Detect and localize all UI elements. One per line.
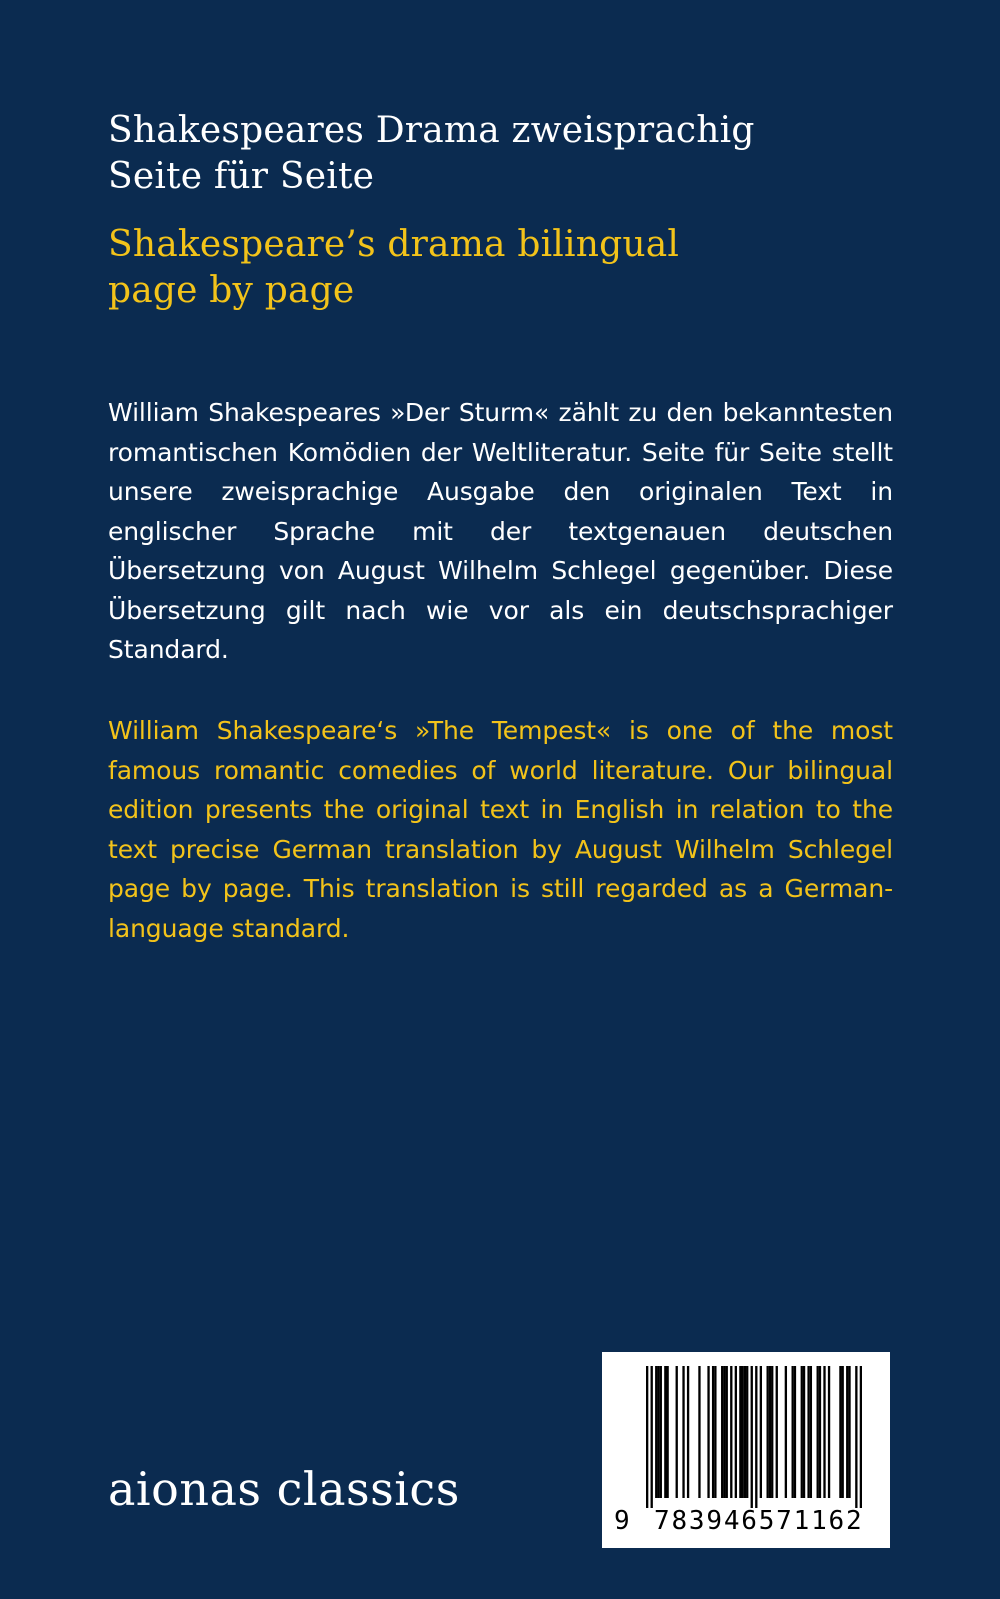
barcode-guard-bar <box>755 1366 757 1508</box>
barcode-guard-bar <box>651 1366 653 1508</box>
barcode-bar <box>794 1366 796 1498</box>
heading-english-line1: Shakespeare’s drama bilingual <box>108 224 680 265</box>
barcode-bar <box>655 1366 657 1498</box>
barcode-bar <box>823 1366 825 1498</box>
barcode-digits: 783946571162 <box>654 1506 864 1536</box>
barcode-bar <box>842 1366 844 1498</box>
barcode-guard-bar <box>860 1366 862 1508</box>
barcode-bar <box>682 1366 684 1498</box>
barcode-bar <box>741 1366 743 1498</box>
blurb-german: William Shakespeares »Der Sturm« zählt zu den bekanntesten romantischen Komödien der Weltliteratur. Seite für Seite stellt unsere zweisprachige Ausgabe den originalen Text in englischer Sprache mit der textgenauen deutschen Übersetzung von August Wilhelm Schlegel gegenüber. Diese Übersetzung gilt nach wie vor als ein deutschsprachiger Standard. <box>108 398 893 664</box>
barcode-bar <box>817 1366 819 1498</box>
barcode-bar <box>771 1366 773 1498</box>
barcode-guard-bar <box>751 1366 753 1508</box>
barcode-bar <box>848 1366 850 1498</box>
barcode-bar <box>819 1366 821 1498</box>
barcode-bar <box>698 1366 700 1498</box>
barcode-bar <box>810 1366 812 1498</box>
barcode-bar <box>714 1366 716 1498</box>
barcode-bar <box>801 1366 803 1498</box>
heading-english-line2: page by page <box>108 270 355 311</box>
barcode-bar <box>828 1366 830 1498</box>
barcode-bar <box>735 1366 737 1498</box>
publisher-logo: aionas classics <box>108 1462 460 1516</box>
barcode-bar <box>760 1366 762 1498</box>
barcode-bar <box>712 1366 714 1498</box>
barcode-bar <box>676 1366 678 1498</box>
barcode-bar <box>666 1366 668 1498</box>
barcode-bar <box>776 1366 778 1498</box>
heading-german-line2: Seite für Seite <box>108 156 375 197</box>
barcode-bar <box>664 1366 666 1498</box>
barcode-bar <box>746 1366 748 1498</box>
barcode-bar <box>726 1366 728 1498</box>
barcode-bar <box>744 1366 746 1498</box>
barcode-guard-bar <box>855 1366 857 1508</box>
heading-english <box>108 222 679 314</box>
barcode-bar <box>739 1366 741 1498</box>
barcode-bar <box>721 1366 723 1498</box>
barcode-bar <box>687 1366 689 1498</box>
blurb-english: William Shakespeare‘s »The Tempest« is one of the most famous romantic comedies of world literature. Our bilingual edition presents the original text in English in relation to the text precise German translation by August Wilhelm Schlegel page by page. This translation is still regarded as a German-language standard. <box>108 716 893 943</box>
isbn-barcode <box>602 1352 890 1548</box>
barcode-guard-bar <box>646 1366 648 1508</box>
barcode-bar <box>707 1366 709 1498</box>
barcode-bar <box>803 1366 805 1498</box>
barcode-bar <box>657 1366 659 1498</box>
barcode-bars-graphic <box>646 1366 862 1508</box>
barcode-bar <box>846 1366 848 1498</box>
barcode-bar <box>723 1366 725 1498</box>
barcode-bar <box>792 1366 794 1498</box>
barcode-bar <box>660 1366 662 1498</box>
barcode-bar <box>730 1366 732 1498</box>
barcode-bar <box>785 1366 787 1498</box>
heading-german-line1: Shakespeares Drama zweisprachig <box>108 110 755 151</box>
barcode-bar <box>807 1366 809 1498</box>
barcode-bar <box>769 1366 771 1498</box>
heading-german <box>108 108 755 200</box>
barcode-bar <box>839 1366 841 1498</box>
barcode-lead-digit: 9 <box>614 1506 632 1536</box>
barcode-bar <box>767 1366 769 1498</box>
